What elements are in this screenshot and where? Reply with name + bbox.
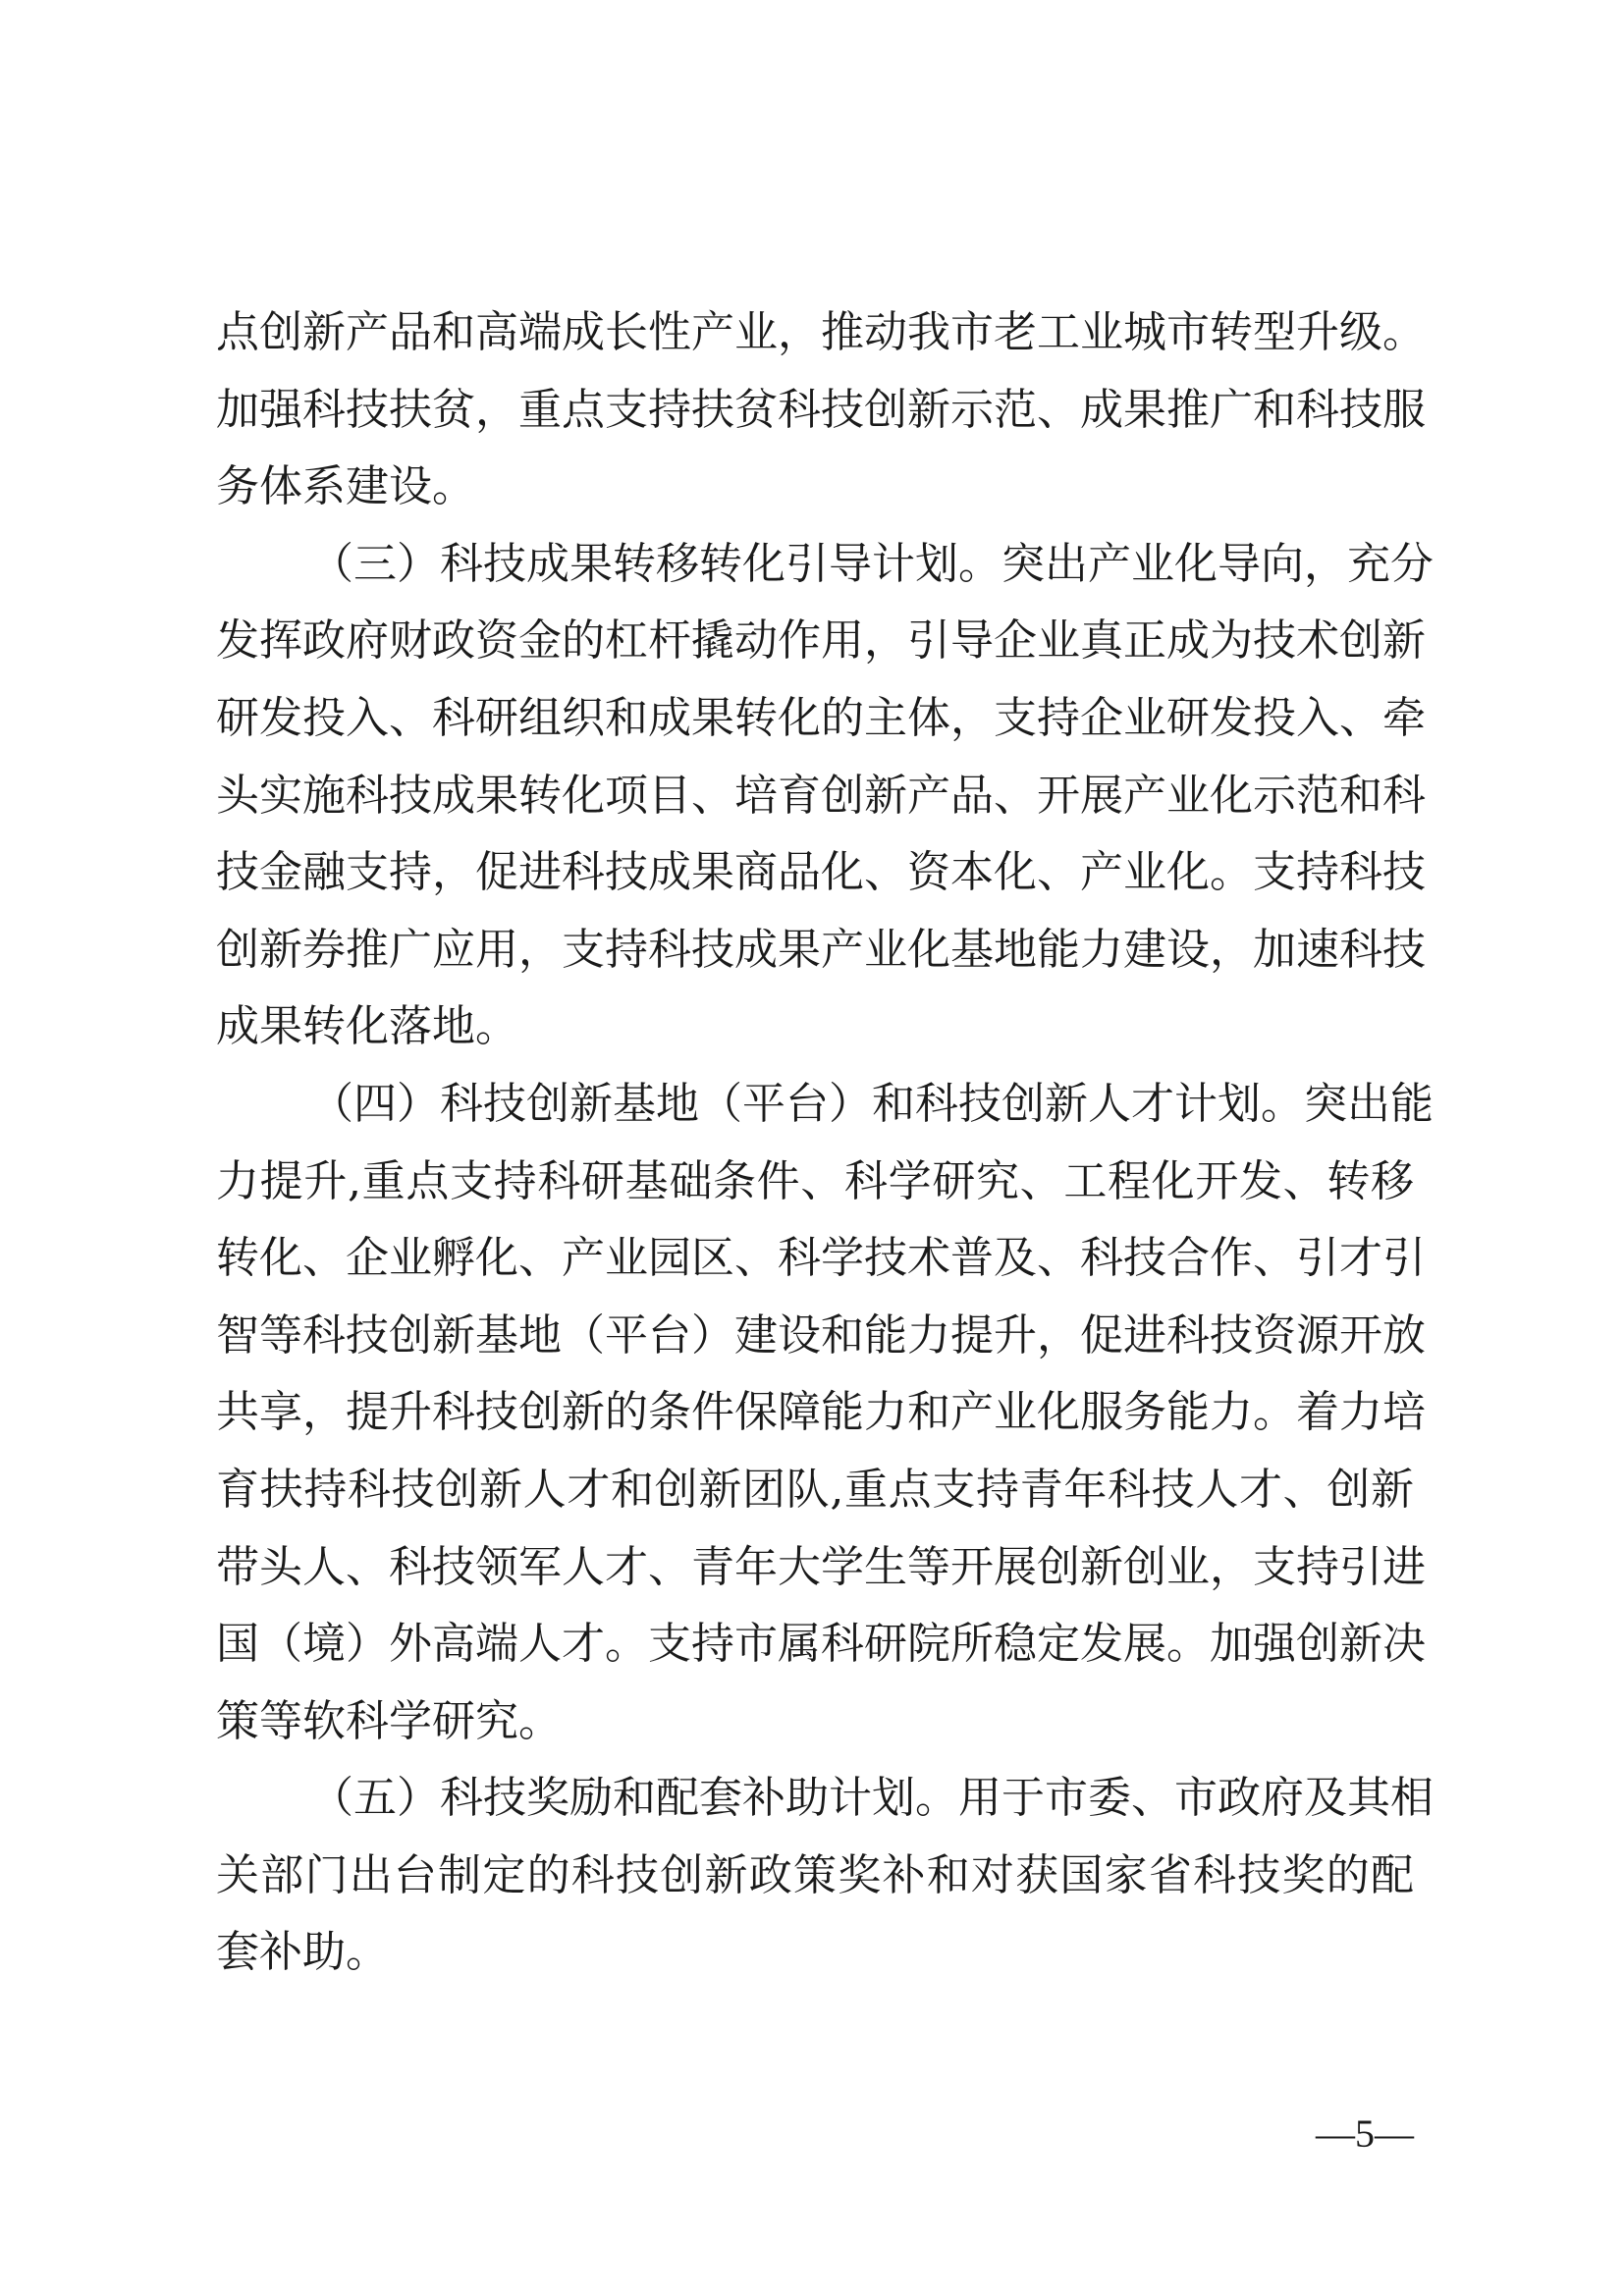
paragraph-2-line-4: 头实施科技成果转化项目、培育创新产品、开展产业化示范和科 (216, 770, 1426, 821)
paragraph-1-line-3: 务体系建设。 (216, 461, 475, 512)
paragraph-3-line-6: 育扶持科技创新人才和创新团队,重点支持青年科技人才、创新 (216, 1464, 1414, 1515)
paragraph-3-line-5: 共享，提升科技创新的条件保障能力和产业化服务能力。着力培 (216, 1387, 1426, 1438)
paragraph-3-line-4: 智等科技创新基地（平台）建设和能力提升，促进科技资源开放 (216, 1309, 1426, 1361)
paragraph-1-line-2: 加强科技扶贫，重点支持扶贫科技创新示范、成果推广和科技服 (216, 384, 1426, 435)
paragraph-2-line-6: 创新券推广应用，支持科技成果产业化基地能力建设，加速科技 (216, 924, 1426, 975)
paragraph-3-line-3: 转化、企业孵化、产业园区、科学技术普及、科技合作、引才引 (216, 1233, 1426, 1284)
page-number: —5— (1316, 2111, 1414, 2156)
paragraph-2-line-5: 技金融支持，促进科技成果商品化、资本化、产业化。支持科技 (216, 847, 1426, 898)
paragraph-4-line-3: 套补助。 (216, 1927, 389, 1978)
paragraph-4-line-1: （五）科技奖励和配套补助计划。用于市委、市政府及其相 (310, 1773, 1434, 1824)
paragraph-3-line-2: 力提升,重点支持科研基础条件、科学研究、工程化开发、转移 (216, 1155, 1414, 1206)
document-body (216, 294, 1434, 1992)
paragraph-2-line-1: （三）科技成果转移转化引导计划。突出产业化导向，充分 (310, 538, 1434, 589)
paragraph-2-line-3: 研发投入、科研组织和成果转化的主体，支持企业研发投入、牵 (216, 692, 1426, 743)
paragraph-1-line-1: 点创新产品和高端成长性产业，推动我市老工业城市转型升级。 (216, 307, 1426, 357)
paragraph-2-line-7: 成果转化落地。 (216, 1001, 518, 1052)
paragraph-4-line-2: 关部门出台制定的科技创新政策奖补和对获国家省科技奖的配 (216, 1849, 1414, 1900)
paragraph-3-line-8: 国（境）外高端人才。支持市属科研院所稳定发展。加强创新决 (216, 1619, 1426, 1670)
paragraph-2-line-2: 发挥政府财政资金的杠杆撬动作用，引导企业真正成为技术创新 (216, 615, 1426, 667)
paragraph-3-line-9: 策等软科学研究。 (216, 1695, 562, 1746)
paragraph-3-line-7: 带头人、科技领军人才、青年大学生等开展创新创业，支持引进 (216, 1541, 1426, 1592)
paragraph-3-line-1: （四）科技创新基地（平台）和科技创新人才计划。突出能 (310, 1078, 1434, 1129)
